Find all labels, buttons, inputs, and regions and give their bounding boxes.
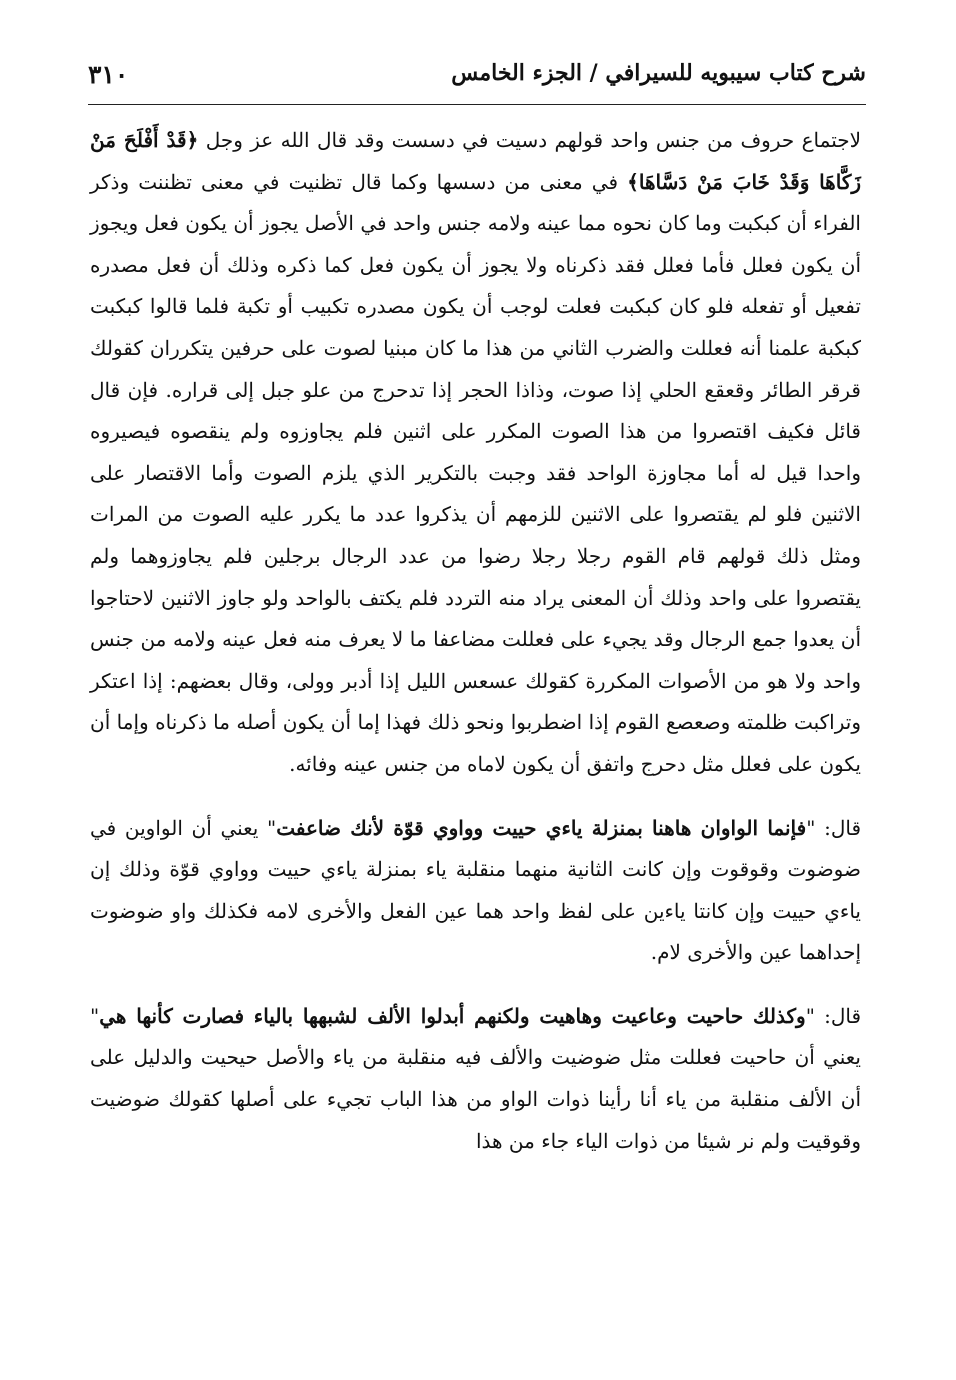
running-title: شرح كتاب سيبويه للسيرافي / الجزء الخامس [451,60,866,86]
page-header [88,58,866,105]
body-text [90,120,861,1162]
paragraph [90,120,861,786]
quoted-text: فإنما الواوان هاهنا بمنزلة ياءي حييت وواوي قوّة لأنك ضاعفت [276,815,807,840]
text-segment: " يعني أن الواوين في ضوضوت وقوقوت وإن كانت الثانية منهما منقلبة ياء بمنزلة ياءي حييت وواوي قوّة وذلك إن ياءي حييت وإن كانتا ياءين على لفظ واحد هما عين الفعل والأخرى لامه فكذلك واو ضوضوت إحداهما عين والأخرى لام. [90,815,861,965]
quran-verse: ﴿قَدْ أَفْلَحَ مَنْ زَكَّاهَا وَقَدْ خَابَ مَنْ دَسَّاهَا﴾ [90,128,861,194]
page-number: ٣١٠ [88,60,129,89]
text-segment: لاجتماع حروف من جنس واحد قولهم دسيت في دسست وقد قال الله عز وجل [198,128,862,152]
text-segment: في معنى من دسسها وكما قال تظنيت في معنى تظننت وذكر الفراء أن كبكبت وما كان نحوه مما عينه ولامه جنس واحد في الأصل يجوز أن يكون فعل ويجوز أن يكون فعلل فأما فعلل فقد ذكرناه ولا يجوز أن يكون فعل كما ذكره وذلك أن فعل مصدره تفعيل أو تفعله فلو كان كبكبت فعلت لوجب أن يكون مصدره تكبيب أو تكبة فلما قالوا كبكبت كبكبة علمنا أنه فعللت والضرب الثاني من هذا ما كان مبنيا لصوت على حرفين يتكرران كقولك قرقر الطائر وقعقع الحلي إذا صوت، وذاذا الحجر إذا تدحرج من علو جبل إلى قراره. فإن قال قائل فكيف اقتصروا من هذا الصوت المكرر على اثنين فلم يجاوزوه ولم ينقصوه فيصيروه واحدا قيل له أما مجاوزة الواحد فقد وجبت بالتكرير الذي يلزم الصوت وأما الاقتصار على الاثنين فلو لم يقتصروا على الاثنين للزمهم أن يذكروا عدد ما يكرر عليه الصوت من المرات ومثل ذلك قولهم قام القوم رجلا رجلا رضوا من عدد الرجال برجلين فلم يجاوزوهما ولم يقتصروا على واحد وذلك أن المعنى يراد منه التردد فلم يكتف بالواحد ولو جاوز الاثنين لاحتاجوا أن يعدوا جمع الرجال وقد يجيء على فعللت مضاعفا ما لا يعرف منه فعل عينه ولامه من جنس واحد ولا هو من الأصوات المكررة كقولك عسعس الليل إذا أدبر وولى، وقال بعضهم: إذا اعتكر وتراكبت ظلمته وصعصع القوم إذا اضطربوا ونحو ذلك فهذا إما أن يكون أصله ما ذكرناه وإما أن يكون على فعلل مثل دحرج واتفق أن يكون لاماه من جنس عينه وفائه. [90,169,861,776]
quoted-text: وكذلك حاحيت وعاعيت وهاهيت ولكنهم أبدلوا الألف لشبهها بالياء فصارت كأنها هي [99,1003,806,1028]
text-segment: قال: " [806,815,862,840]
paragraph [90,996,861,1162]
paragraph [90,808,861,974]
text-segment: قال: " [805,1003,862,1028]
text-segment: " يعني أن حاحيت فعللت مثل ضوضيت والألف فيه منقلبة من ياء والأصل حيحيت والدليل على أن الألف منقلبة من ياء أنا رأينا ذوات الواو من هذا الباب تجيء على أصلها كقولك ضوضيت وقوقيت ولم نر شيئا من ذوات الياء جاء من هذا [90,1003,861,1153]
